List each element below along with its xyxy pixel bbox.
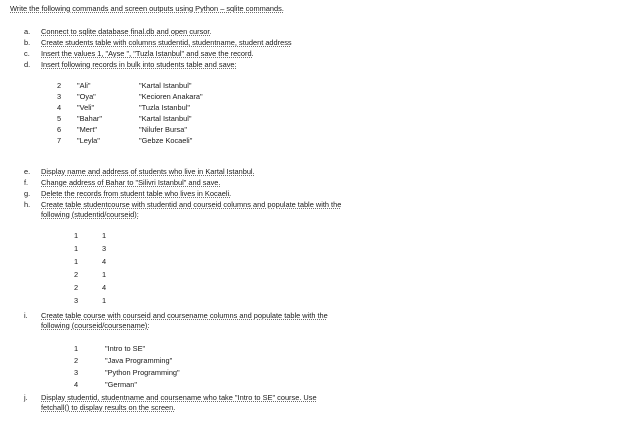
student-address: "Kartal Istanbul": [139, 114, 192, 123]
course-name: "Intro to SE": [105, 344, 146, 353]
student-name: "Bahar": [77, 114, 102, 123]
studentcourse-courseid: 1: [102, 270, 107, 279]
task-item-b: [24, 38, 292, 47]
student-name: "Leyla": [77, 136, 100, 145]
task-text-continued: following (studentid/courseid):: [41, 210, 139, 219]
studentcourse-courseid: 1: [102, 296, 107, 305]
student-name: "Veli": [77, 103, 95, 112]
course-id: 3: [74, 368, 79, 377]
student-address: "Kecioren Anakara": [139, 92, 203, 101]
task-item-j: [24, 393, 317, 412]
studentcourse-studentid: 2: [74, 270, 79, 279]
task-text-continued: fetchall() to display results on the screen.: [41, 403, 176, 412]
task-letter: h.: [24, 200, 31, 209]
student-name: "Oya": [77, 92, 96, 101]
instructions-heading: Write the following commands and screen outputs using Python – sqlite commands.: [10, 4, 284, 13]
student-name: "Mert": [77, 125, 98, 134]
task-text: Delete the records from student table who lives in Kocaeli.: [41, 189, 232, 198]
student-id: 7: [57, 136, 62, 145]
task-item-d: [24, 60, 237, 69]
task-text: Create table studentcourse with studentid and courseid columns and populate table with the: [41, 200, 342, 209]
course-id: 2: [74, 356, 79, 365]
task-item-i: [24, 311, 328, 330]
task-letter: e.: [24, 167, 31, 176]
task-text: Display name and address of students who live in Kartal Istanbul.: [41, 167, 255, 176]
task-letter: j.: [24, 393, 28, 402]
task-text: Display studentid, studentname and coursename who take "Intro to SE" course. Use: [41, 393, 317, 402]
student-id: 4: [57, 103, 62, 112]
studentcourse-courseid: 1: [102, 231, 107, 240]
studentcourse-courseid: 4: [102, 257, 107, 266]
task-item-g: [24, 189, 231, 198]
studentcourse-studentid: 1: [74, 257, 79, 266]
task-item-c: [24, 49, 254, 58]
student-address: "Gebze Kocaeli": [139, 136, 193, 145]
course-id: 4: [74, 380, 79, 389]
course-name: "Java Programming": [105, 356, 173, 365]
task-text: Connect to sqlite database final.db and open cursor.: [41, 27, 212, 36]
student-id: 3: [57, 92, 62, 101]
task-text: Insert following records in bulk into students table and save:: [41, 60, 237, 69]
student-id: 2: [57, 81, 62, 90]
course-id: 1: [74, 344, 79, 353]
student-address: "Tuzla Istanbul": [139, 103, 190, 112]
task-letter: d.: [24, 60, 31, 69]
studentcourse-studentid: 1: [74, 244, 79, 253]
studentcourse-studentid: 3: [74, 296, 79, 305]
studentcourse-courseid: 3: [102, 244, 107, 253]
task-item-a: [24, 27, 212, 36]
task-letter: a.: [24, 27, 31, 36]
task-letter: c.: [24, 49, 30, 58]
task-item-h: [24, 200, 342, 219]
task-text-continued: following (courseid/coursename):: [41, 321, 150, 330]
task-text: Create table course with courseid and coursename columns and populate table with the: [41, 311, 328, 320]
student-address: "Kartal Istanbul": [139, 81, 192, 90]
studentcourse-studentid: 2: [74, 283, 79, 292]
task-letter: i.: [24, 311, 28, 320]
studentcourse-courseid: 4: [102, 283, 107, 292]
student-address: "Nilufer Bursa": [139, 125, 187, 134]
studentcourse-studentid: 1: [74, 231, 79, 240]
task-text: Insert the values 1, "Ayse ", "Tuzla Istanbul" and save the record.: [41, 49, 254, 58]
course-name: "German": [105, 380, 137, 389]
student-name: "Ali": [77, 81, 91, 90]
task-text: Change address of Bahar to "Silivri Istanbul" and save.: [41, 178, 221, 187]
task-letter: b.: [24, 38, 31, 47]
task-letter: g.: [24, 189, 31, 198]
task-item-e: [24, 167, 255, 176]
course-name: "Python Programming": [105, 368, 180, 377]
task-item-f: [24, 178, 220, 187]
student-id: 5: [57, 114, 62, 123]
task-letter: f.: [24, 178, 29, 187]
task-text: Create students table with columns studentid, studentname, student address: [41, 38, 292, 47]
student-id: 6: [57, 125, 62, 134]
